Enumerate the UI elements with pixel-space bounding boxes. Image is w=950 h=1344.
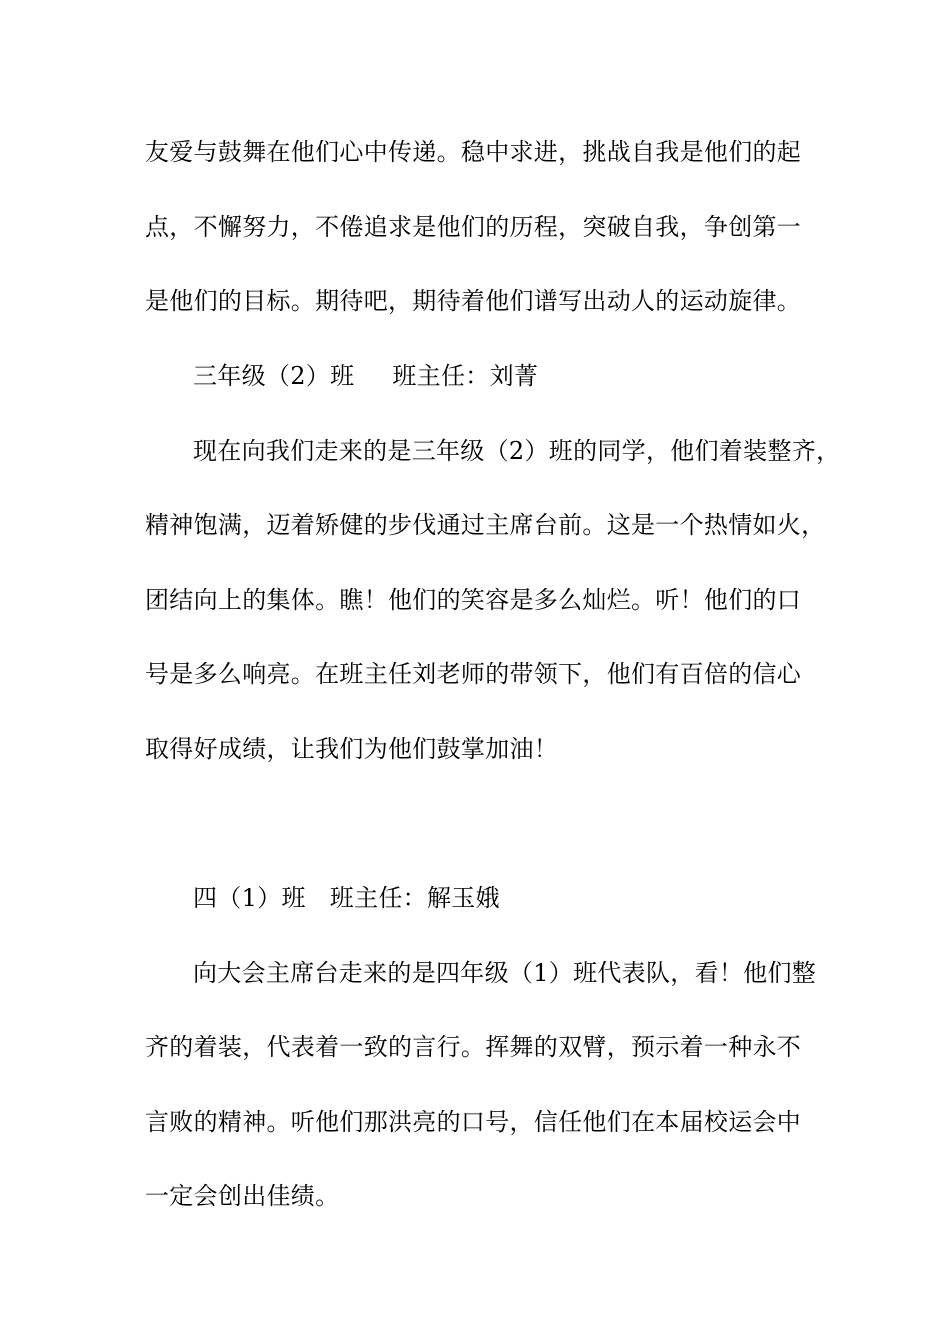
paragraph-2-line-5: 取得好成绩，让我们为他们鼓掌加油！ <box>145 735 559 763</box>
paragraph-2-line-4: 号是多么响亮。在班主任刘老师的带领下，他们有百倍的信心 <box>145 660 802 688</box>
paragraph-3-line-3: 言败的精神。听他们那洪亮的口号，信任他们在本届校运会中 <box>145 1108 802 1136</box>
paragraph-1-line-2: 点，不懈努力，不倦追求是他们的历程，突破自我，争创第一 <box>145 213 802 241</box>
paragraph-1-line-1: 友爱与鼓舞在他们心中传递。稳中求进，挑战自我是他们的起 <box>145 138 802 166</box>
class-4-1-name: 四（1）班 <box>193 884 306 912</box>
paragraph-2-line-1: 现在向我们走来的是三年级（2）班的同学，他们着装整齐， <box>193 437 841 465</box>
paragraph-1-line-3: 是他们的目标。期待吧，期待着他们谱写出动人的运动旋律。 <box>145 287 802 315</box>
paragraph-2-line-2: 精神饱满，迈着矫健的步伐通过主席台前。这是一个热情如火， <box>145 511 826 539</box>
paragraph-3-line-4: 一定会创出佳绩。 <box>145 1182 340 1210</box>
class-3-2-teacher: 班主任：刘菁 <box>392 362 539 390</box>
class-4-1-heading <box>193 883 500 913</box>
paragraph-2-line-3: 团结向上的集体。瞧！他们的笑容是多么灿烂。听！他们的口 <box>145 586 802 614</box>
paragraph-3-line-2: 齐的着装，代表着一致的言行。挥舞的双臂，预示着一种永不 <box>145 1033 802 1061</box>
class-4-1-teacher: 班主任：解玉娥 <box>329 884 500 912</box>
class-3-2-heading <box>193 361 538 391</box>
class-3-2-name: 三年级（2）班 <box>193 362 355 390</box>
paragraph-3-line-1: 向大会主席台走来的是四年级（1）班代表队，看！他们整 <box>193 959 817 987</box>
